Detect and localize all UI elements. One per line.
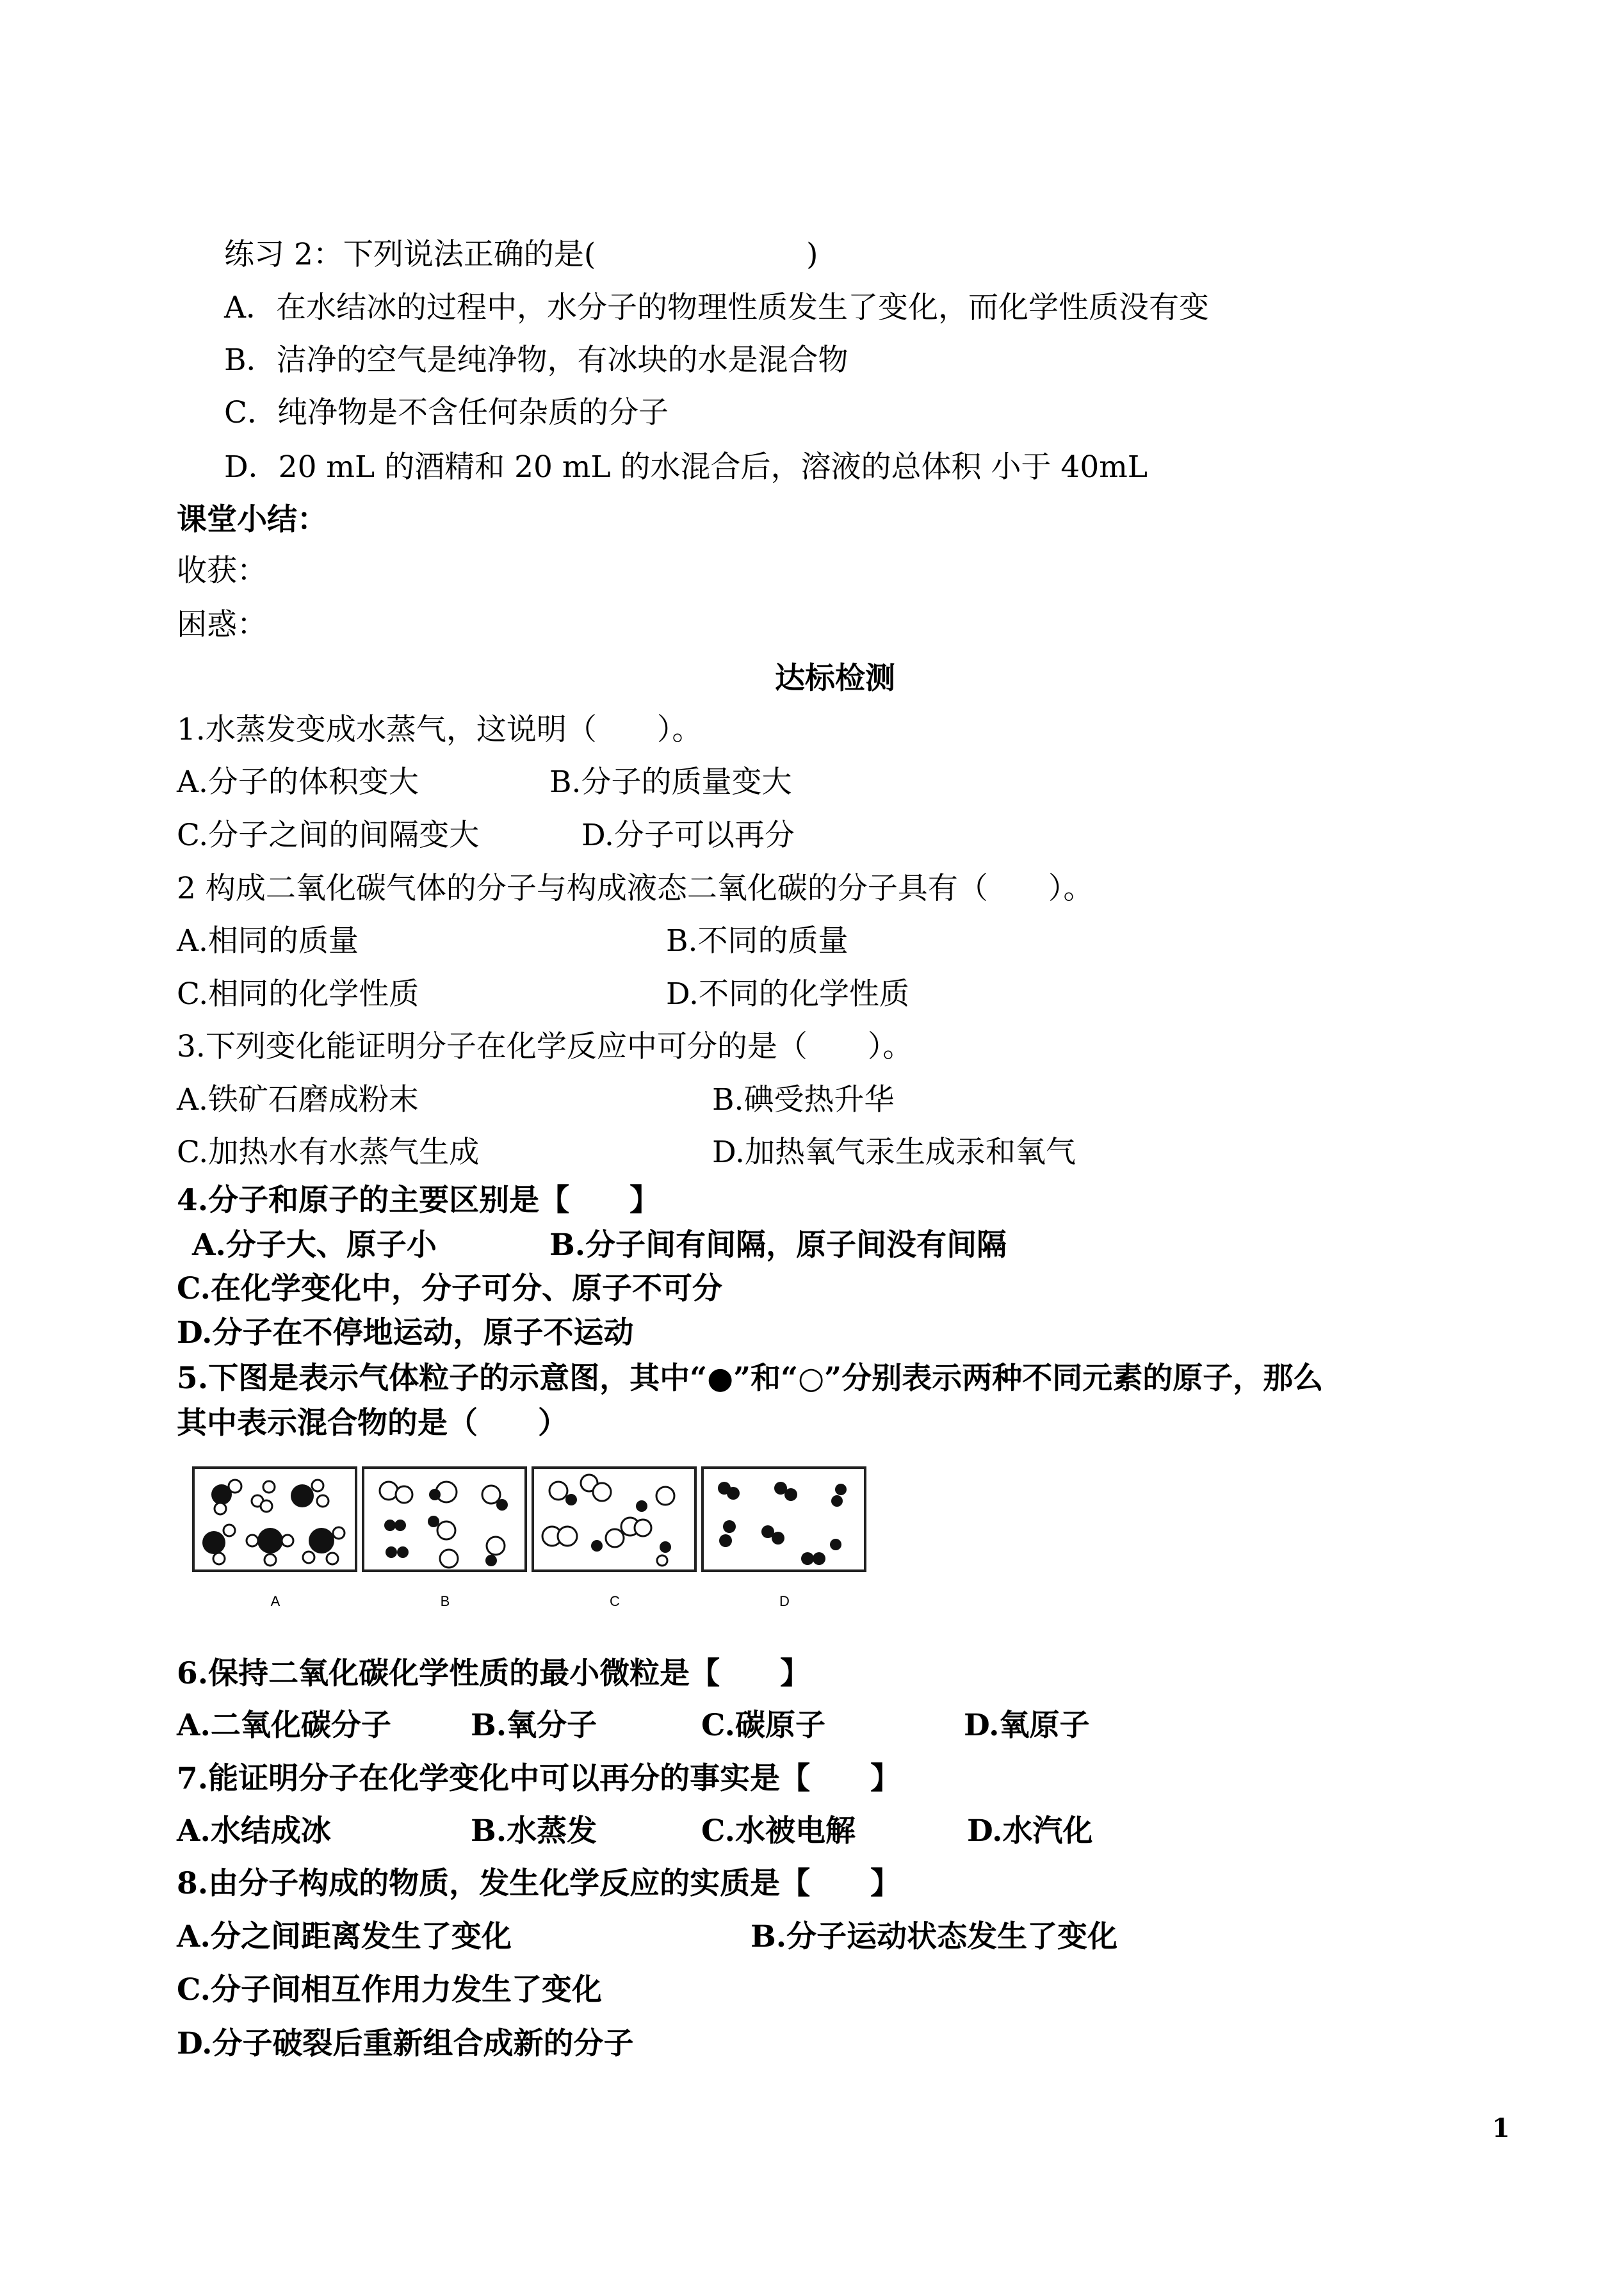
q7-stem: 7.能证明分子在化学变化中可以再分的事实是【 】: [177, 1761, 901, 1796]
particle-box-c: [532, 1466, 697, 1572]
particle-box-a: [192, 1466, 357, 1572]
particle-box-b-drawing: [364, 1469, 530, 1575]
q8-option-b: B.分子运动状态发生了变化: [751, 1919, 1118, 1954]
q8-option-a: A.分之间距离发生了变化: [177, 1919, 512, 1954]
q2-option-c: C.相同的化学性质: [177, 977, 419, 1012]
q2-option-b: B.不同的质量: [666, 923, 849, 959]
q4-option-b: B.分子间有间隔，原子间没有间隔: [549, 1228, 1007, 1263]
q3-option-d: D.加热氧气汞生成汞和氧气: [712, 1135, 1076, 1170]
q5-stem-line1: 5.下图是表示气体粒子的示意图，其中“●”和“○”分别表示两种不同元素的原子，那么: [177, 1361, 1324, 1396]
q2-option-a: A.相同的质量: [177, 923, 359, 959]
q1-option-c: C.分子之间的间隔变大: [177, 818, 480, 853]
particle-label-d: D: [779, 1593, 790, 1609]
particle-label-c: C: [610, 1593, 620, 1609]
particle-box-c-drawing: [534, 1469, 699, 1575]
q3-option-c: C.加热水有水蒸气生成: [177, 1135, 480, 1170]
q3-option-a: A.铁矿石磨成粉末: [177, 1082, 419, 1117]
q5-stem-line2: 其中表示混合物的是（ ）: [177, 1406, 568, 1441]
q2-option-d: D.不同的化学性质: [666, 977, 909, 1012]
particle-box-b: [362, 1466, 527, 1572]
q7-option-a: A.水结成冰: [177, 1813, 331, 1849]
particle-diagram: [192, 1466, 877, 1620]
q2-stem: 2 构成二氧化碳气体的分子与构成液态二氧化碳的分子具有（ ）。: [177, 871, 1094, 906]
q7-option-c: C.水被电解: [701, 1813, 856, 1849]
q1-option-d: D.分子可以再分: [581, 818, 795, 853]
q7-option-b: B.水蒸发: [471, 1813, 597, 1849]
q6-option-b: B.氧分子: [471, 1708, 597, 1743]
practice2-option-d: D．20 mL 的酒精和 20 mL 的水混合后，溶液的总体积 小于 40mL: [224, 450, 1148, 485]
q8-option-c: C.分子间相互作用力发生了变化: [177, 1972, 602, 2007]
practice2-option-a: A．在水结冰的过程中，水分子的物理性质发生了变化，而化学性质没有变: [224, 290, 1209, 325]
practice2-question: 练习 2：下列说法正确的是( ): [224, 237, 818, 272]
q6-option-d: D.氧原子: [964, 1708, 1090, 1743]
q6-option-c: C.碳原子: [701, 1708, 825, 1743]
particle-box-a-drawing: [195, 1469, 360, 1575]
q3-stem: 3.下列变化能证明分子在化学反应中可分的是（ ）。: [177, 1029, 913, 1064]
q4-option-a: A.分子大、原子小: [192, 1228, 437, 1263]
particle-box-d-drawing: [704, 1469, 869, 1575]
summary-doubt: 困惑：: [177, 607, 267, 642]
q4-option-d: D.分子在不停地运动，原子不运动: [177, 1315, 634, 1350]
q7-option-d: D.水汽化: [967, 1813, 1093, 1849]
q8-stem: 8.由分子构成的物质，发生化学反应的实质是【 】: [177, 1866, 901, 1901]
particle-label-b: B: [440, 1593, 450, 1609]
q1-stem: 1.水蒸发变成水蒸气，这说明（ ）。: [177, 712, 702, 747]
practice2-option-b: B．洁净的空气是纯净物，有冰块的水是混合物: [224, 343, 849, 378]
q6-option-a: A.二氧化碳分子: [177, 1708, 391, 1743]
summary-gain: 收获：: [177, 553, 267, 588]
q6-stem: 6.保持二氧化碳化学性质的最小微粒是【 】: [177, 1656, 811, 1691]
practice2-option-c: C．纯净物是不含任何杂质的分子: [224, 395, 669, 430]
q4-option-c: C.在化学变化中，分子可分、原子不可分: [177, 1271, 722, 1306]
particle-label-a: A: [270, 1593, 280, 1609]
q8-option-d: D.分子破裂后重新组合成新的分子: [177, 2026, 634, 2061]
q4-stem: 4.分子和原子的主要区别是【 】: [177, 1183, 660, 1218]
q1-option-a: A.分子的体积变大: [177, 765, 419, 800]
q1-option-b: B.分子的质量变大: [549, 765, 792, 800]
summary-heading: 课堂小结：: [177, 502, 327, 537]
test-title: 达标检测: [775, 661, 895, 696]
particle-box-d: [701, 1466, 866, 1572]
page-number: 1: [1492, 2113, 1510, 2143]
q3-option-b: B.碘受热升华: [712, 1082, 895, 1117]
